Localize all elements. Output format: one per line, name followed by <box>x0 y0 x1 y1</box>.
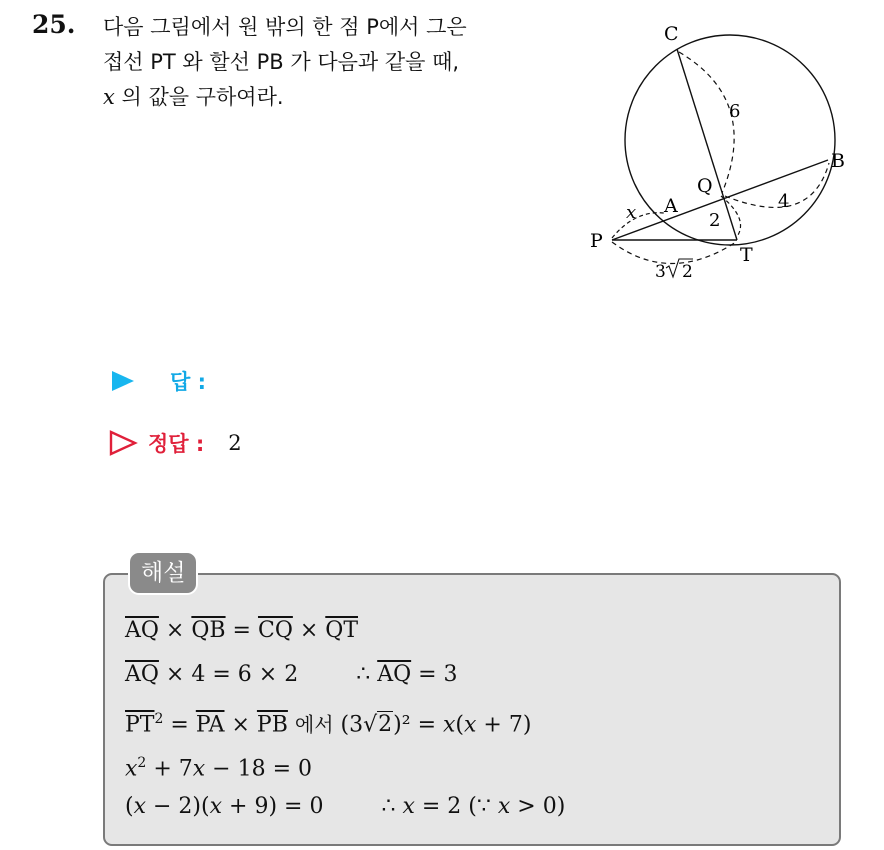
dash-PT <box>612 242 736 264</box>
solution-line-3: $\overline{PT}^2 = \overline{PA} \times \overline{PB}$ 에서 (3√2)² = x(x + 7) <box>125 711 532 738</box>
circle <box>625 35 835 245</box>
seg-PB: $\overline{PB}$ <box>256 712 288 738</box>
label-Q: Q <box>697 175 713 197</box>
correct-answer-row <box>108 425 242 461</box>
paren-open-2: ( <box>125 794 134 819</box>
geometry-figure <box>585 15 855 285</box>
label-len-root-2: 2 <box>682 262 693 282</box>
question-number: 25. <box>32 10 76 39</box>
answer-label: 답 : <box>170 370 206 394</box>
solution-line-3-lhs: (3 <box>340 712 364 738</box>
dash-CQ <box>679 52 734 193</box>
therefore-symbol-1: ∴ <box>356 662 378 687</box>
therefore-symbol-2: ∴ <box>381 794 403 819</box>
question-line-1: 다음 그림에서 원 밖의 한 점 P에서 그은 <box>103 15 467 39</box>
seg-PT: $\overline{PT}$ <box>125 712 155 738</box>
question-line-3 <box>103 80 573 115</box>
triangle-outline-icon <box>108 429 138 457</box>
solution-lines <box>125 609 565 829</box>
seg-AQ: $\overline{AQ}$ <box>125 618 159 643</box>
label-len-x: x <box>626 202 637 223</box>
paren-open: ( <box>455 712 465 738</box>
label-len-4: 4 <box>778 191 790 212</box>
solution-line-3-eq: )² = <box>393 712 443 738</box>
question-line-2: 접선 PT 와 할선 PB 가 다음과 같을 때, <box>103 50 460 74</box>
label-len-2: 2 <box>709 210 721 231</box>
correct-answer-label: 정답 : <box>148 432 205 456</box>
solution-line-5-a: − 2)( <box>146 794 210 819</box>
solution-line-5-c: = 2 (∵ <box>414 794 498 819</box>
answer-row <box>110 364 206 398</box>
correct-answer-value: 2 <box>228 431 242 455</box>
solution-line-2-eq: × 4 = 6 × 2 <box>158 662 299 687</box>
sqrt-2: 2 <box>378 712 393 738</box>
solution-line-4-b: − 18 = 0 <box>205 756 313 782</box>
label-T: T <box>740 244 753 266</box>
solution-line-2-result: = 3 <box>411 662 458 687</box>
question-line-3-rest: 의 값을 구하여라. <box>114 85 284 109</box>
solution-line-4-a: + 7 <box>146 756 193 782</box>
variable-x: x <box>103 85 115 109</box>
solution-line-5: (x − 2)(x + 9) = 0 ∴ x = 2 (∵ x > 0) <box>125 794 566 819</box>
play-icon <box>110 368 136 394</box>
solution-line-5-b: + 9) = 0 <box>222 794 324 819</box>
solution-line-5-d: > 0) <box>510 794 566 819</box>
chord-CT <box>677 49 737 240</box>
solution-line-3-rhs: + 7) <box>476 712 532 738</box>
solution-line-4: $x^2 + 7x - 18 = 0$ <box>125 755 313 782</box>
korean-eseo: 에서 <box>294 712 334 737</box>
seg-AQ-2: $\overline{AQ}$ <box>125 662 159 687</box>
label-P: P <box>590 230 603 252</box>
seg-CQ: $\overline{CQ}$ <box>257 618 293 643</box>
question-text <box>103 10 573 115</box>
seg-AQ-3: $\overline{AQ}$ <box>377 662 412 687</box>
seg-QT: $\overline{QT}$ <box>325 618 358 643</box>
seg-PA: $\overline{PA}$ <box>195 712 225 738</box>
dash-PA <box>612 213 664 238</box>
solution-line-2 <box>125 653 565 697</box>
solution-tag: 해설 <box>128 551 198 595</box>
dash-QB <box>725 163 829 207</box>
label-A: A <box>664 195 678 217</box>
label-len-6: 6 <box>729 101 741 122</box>
label-len-3-coef: 3 <box>655 262 666 282</box>
solution-line-1: $\overline{AQ} \times \overline{QB} = \overline{CQ} \times \overline{QT}$ <box>125 618 358 643</box>
label-B: B <box>831 150 845 172</box>
label-C: C <box>664 23 679 45</box>
seg-QB: $\overline{QB}$ <box>191 618 226 643</box>
dash-QT <box>721 196 741 238</box>
